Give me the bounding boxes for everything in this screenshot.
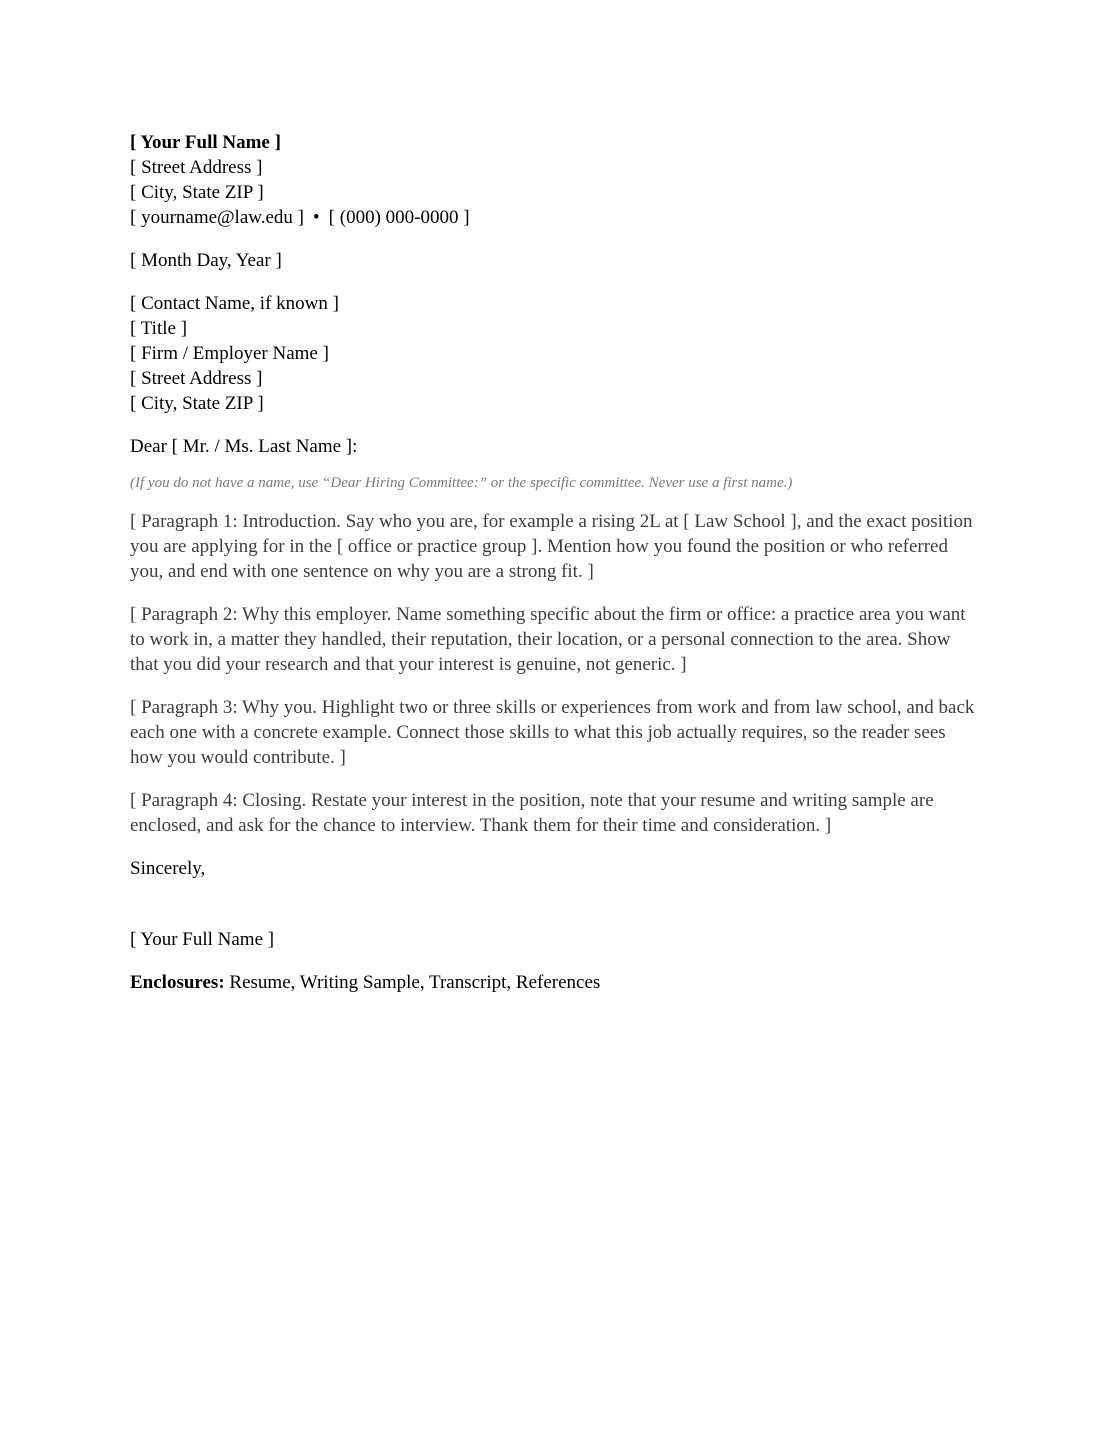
- recipient-contact: [ Contact Name, if known ]: [130, 293, 339, 314]
- sender-email: [ yourname@law.edu ]: [130, 207, 305, 228]
- sender-contact-line: [130, 205, 980, 230]
- enclosures-items: Resume, Writing Sample, Transcript, References: [229, 972, 601, 993]
- recipient-city: [ City, State ZIP ]: [130, 393, 264, 414]
- sender-street: [ Street Address ]: [130, 157, 263, 178]
- recipient-block: [130, 291, 980, 416]
- salutation-note: (If you do not have a name, use “Dear Hiring Committee:” or the specific committee. Never use a first name.): [130, 475, 793, 491]
- sender-name: [ Your Full Name ]: [130, 132, 281, 153]
- body-paragraph-4: [ Paragraph 4: Closing. Restate your interest in the position, note that your resume and writing sample are enclosed, and ask for the chance to interview. Thank them for their time and consideration. ]: [130, 790, 934, 836]
- body-paragraph-2: [ Paragraph 2: Why this employer. Name something specific about the firm or office: a practice area you want to work in, a matter they handled, their reputation, their location, or a personal connection to the area. Show that you did your research and that your interest is genuine, not generic. ]: [130, 604, 966, 675]
- enclosures-line: [130, 970, 980, 995]
- separator-bullet: •: [313, 207, 320, 228]
- letter-body: [130, 509, 980, 838]
- letter-page: [130, 130, 980, 995]
- sender-phone: [ (000) 000-0000 ]: [328, 207, 470, 228]
- closing: Sincerely,: [130, 858, 206, 879]
- signature-name: [ Your Full Name ]: [130, 929, 275, 950]
- recipient-title: [ Title ]: [130, 318, 188, 339]
- salutation: Dear [ Mr. / Ms. Last Name ]:: [130, 436, 358, 457]
- body-paragraph-1: [ Paragraph 1: Introduction. Say who you are, for example a rising 2L at [ Law School ], and the exact position you are applying for in the [ office or practice group ]. Mention how you found the position or who referred you, and end with one sentence on why you are a strong fit. ]: [130, 511, 973, 582]
- recipient-firm: [ Firm / Employer Name ]: [130, 343, 329, 364]
- body-paragraph-3: [ Paragraph 3: Why you. Highlight two or three skills or experiences from work and from law school, and back each one with a concrete example. Connect those skills to what this job actually requires, so the reader sees how you would contribute. ]: [130, 697, 975, 768]
- enclosures-label: Enclosures:: [130, 972, 225, 993]
- recipient-street: [ Street Address ]: [130, 368, 263, 389]
- letter-date: [ Month Day, Year ]: [130, 250, 282, 271]
- sender-city: [ City, State ZIP ]: [130, 182, 264, 203]
- sender-block: [130, 130, 980, 230]
